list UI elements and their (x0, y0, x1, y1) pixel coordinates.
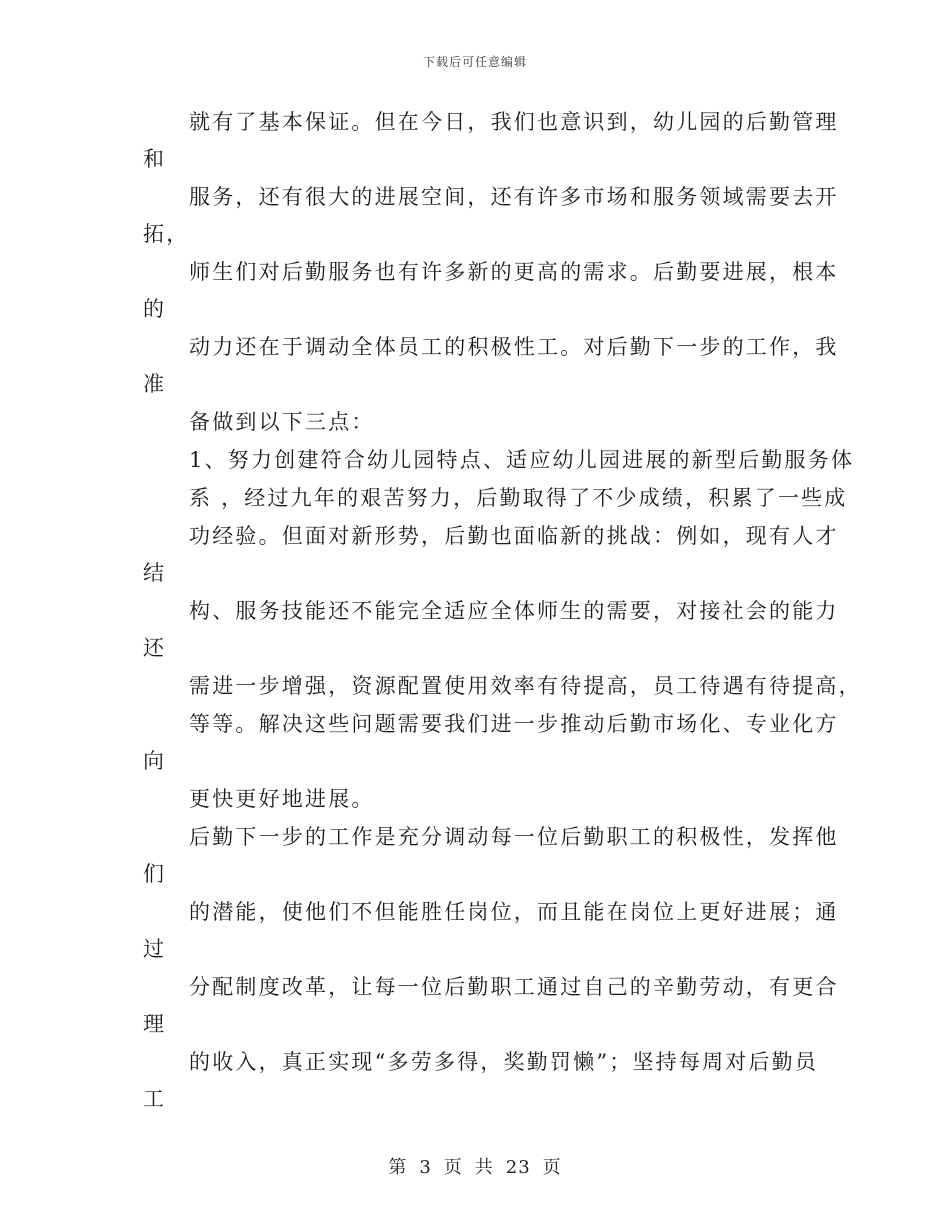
text-line: 等等。解决这些问题需要我们进一步推动后勤市场化、专业化方 (189, 712, 839, 736)
text-line: 向 (143, 749, 167, 773)
text-line: 的收入，真正实现“多劳多得，奖勤罚懒”；坚持每周对后勤员 (189, 1050, 819, 1074)
text-line: 功经验。但面对新形势，后勤也面临新的挑战：例如，现有人才 (189, 524, 839, 548)
text-line: 备做到以下三点： (189, 410, 375, 434)
text-line: 服务，还有很大的进展空间，还有许多市场和服务领域需要去开 (189, 185, 839, 209)
current-page-number: 3 (419, 1157, 432, 1178)
text-line: 过 (143, 937, 167, 961)
text-line: 后勤下一步的工作是充分调动每一位后勤职工的积极性，发挥他 (189, 825, 839, 849)
text-line: 系 ，经过九年的艰苦努力，后勤取得了不少成绩，积累了一些成 (189, 486, 848, 510)
text-line: 的潜能，使他们不但能胜任岗位，而且能在岗位上更好进展；通 (189, 900, 839, 924)
text-line: 就有了基本保证。但在今日，我们也意识到，幼儿园的后勤管理 (189, 110, 839, 134)
text-line: 分配制度改革，让每一位后勤职工通过自己的辛勤劳动，有更合 (189, 975, 839, 999)
text-line: 们 (143, 862, 167, 886)
footer-label-ye-end: 页 (542, 1157, 562, 1178)
footer-label-di: 第 (388, 1157, 408, 1178)
text-line: 的 (143, 297, 167, 321)
text-line: 理 (143, 1012, 167, 1036)
text-line: 更快更好地进展。 (189, 787, 375, 811)
text-line: 1、努力创建符合幼儿园特点、适应幼儿园进展的新型后勤服务体 (189, 448, 855, 472)
text-line: 师生们对后勤服务也有许多新的更高的需求。后勤要进展，根本 (189, 260, 839, 284)
text-line: 准 (143, 372, 167, 396)
page-header-note: 下载后可任意编辑 (422, 55, 527, 69)
total-page-count: 23 (505, 1157, 531, 1178)
text-line: 还 (143, 636, 167, 660)
footer-label-gong: 共 (474, 1157, 494, 1178)
text-line: 结 (143, 561, 167, 585)
text-line: 动力还在于调动全体员工的积极性工。对后勤下一步的工作，我 (189, 335, 839, 359)
text-line: 构、服务技能还不能完全适应全体师生的需要，对接社会的能力 (189, 599, 839, 623)
text-line: 和 (143, 147, 167, 171)
text-line: 工 (143, 1087, 167, 1111)
footer-label-ye: 页 (443, 1157, 463, 1178)
text-line: 拓， (143, 222, 190, 246)
text-line: 需进一步增强，资源配置使用效率有待提高，员工待遇有待提高， (189, 674, 862, 698)
page-footer (0, 1153, 950, 1179)
